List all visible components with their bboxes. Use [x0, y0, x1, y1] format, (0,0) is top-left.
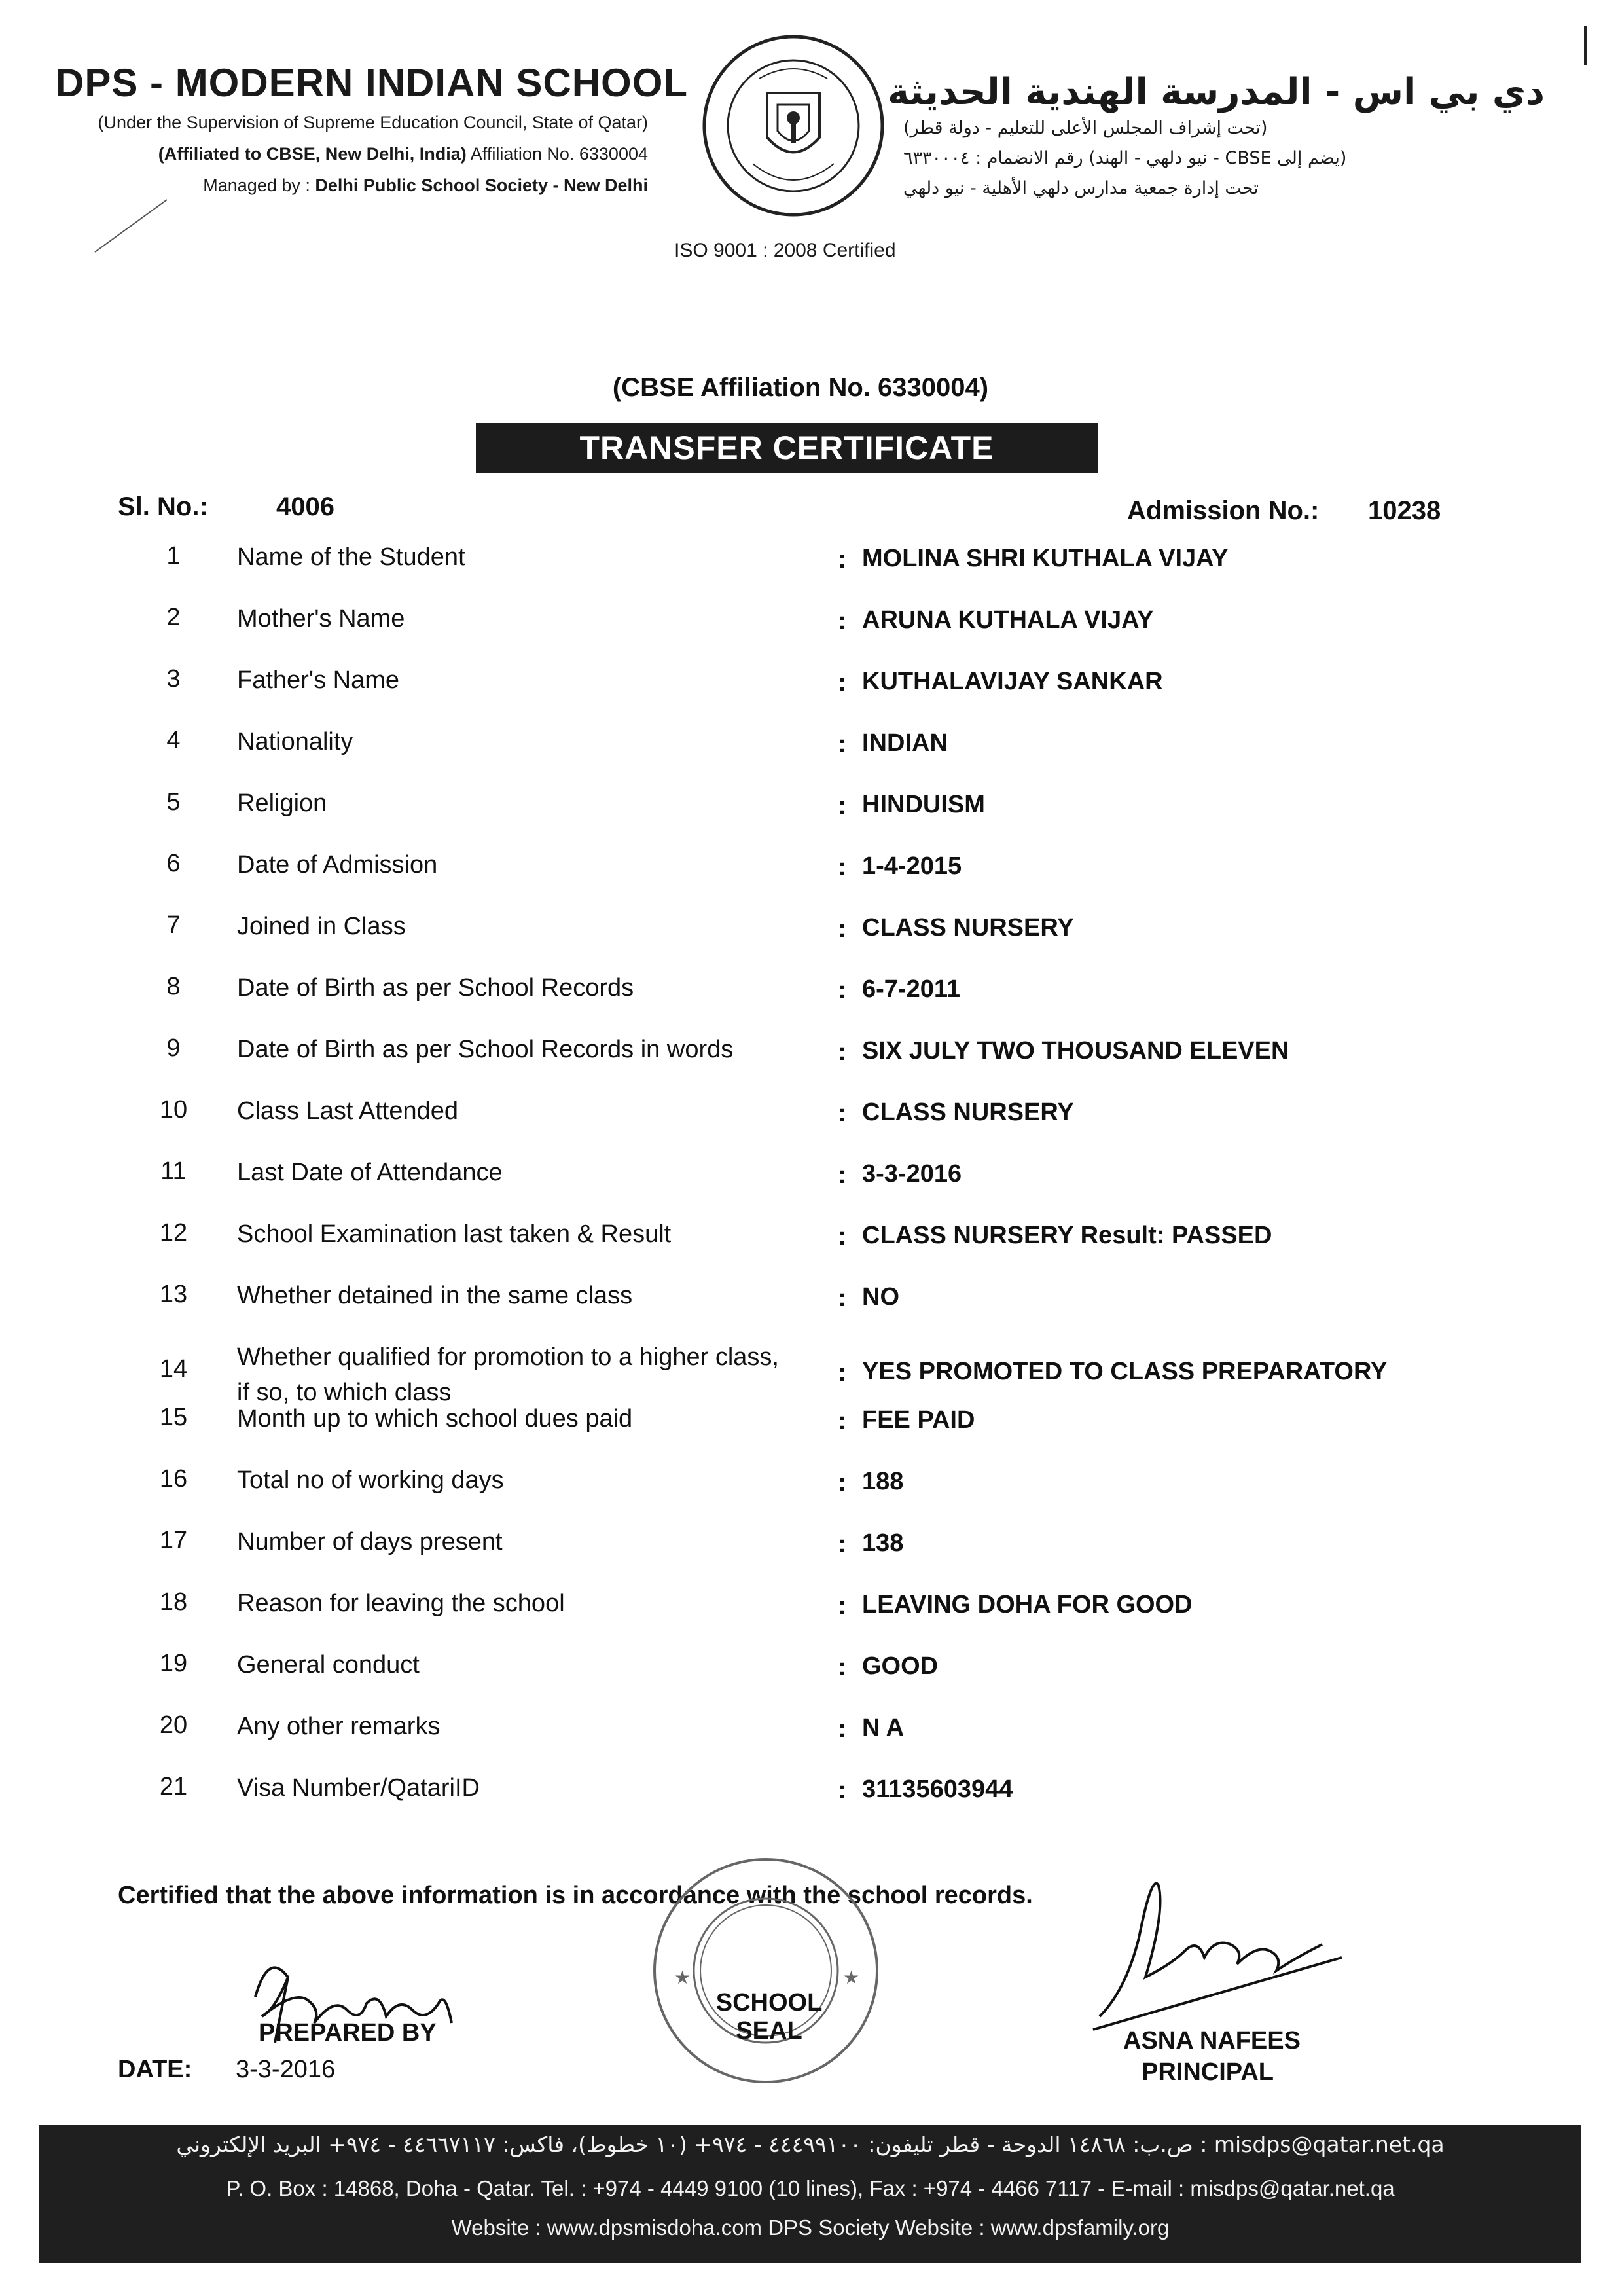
- row-value: N A: [862, 1714, 905, 1741]
- row-value: CLASS NURSERY: [862, 1099, 1074, 1126]
- row-colon: :: [838, 792, 846, 820]
- managed-by-label: Managed by :: [203, 175, 310, 195]
- row-number: 11: [160, 1157, 187, 1185]
- pen-stroke-mark: [92, 196, 170, 255]
- row-number: 15: [159, 1404, 188, 1431]
- row-number: 2: [166, 604, 181, 631]
- row-label: Mother's Name: [237, 605, 405, 632]
- row-number: 20: [159, 1711, 188, 1739]
- record-row: [0, 1527, 1601, 1586]
- serial-number-value: 4006: [276, 492, 334, 521]
- row-value: SIX JULY TWO THOUSAND ELEVEN: [862, 1037, 1289, 1065]
- row-number: 1: [166, 542, 181, 570]
- row-value: INDIAN: [862, 729, 948, 757]
- row-label: Date of Birth as per School Records in words: [237, 1036, 734, 1063]
- row-value: NO: [862, 1283, 899, 1311]
- row-value: 188: [862, 1468, 904, 1495]
- row-colon: :: [838, 915, 846, 943]
- footer-contact-bar: [39, 2125, 1581, 2263]
- affiliation-arabic: (يضم إلى CBSE - نيو دلهي - الهند) رقم الانضمام : ٦٣٣٠٠٠٤: [903, 148, 1347, 168]
- admission-number-label: Admission No.:: [1127, 496, 1320, 525]
- row-value: 3-3-2016: [862, 1160, 962, 1188]
- principal-title: PRINCIPAL: [1142, 2058, 1274, 2086]
- row-value: 1-4-2015: [862, 852, 962, 880]
- transfer-certificate-banner: [476, 423, 1098, 473]
- school-seal-label: SCHOOL SEAL: [715, 1989, 823, 2045]
- record-row: [0, 1157, 1601, 1216]
- affiliation-line: [46, 144, 648, 164]
- row-label: Class Last Attended: [237, 1097, 458, 1125]
- row-value: 31135603944: [862, 1776, 1013, 1803]
- row-label: Any other remarks: [237, 1713, 441, 1740]
- row-colon: :: [838, 854, 846, 881]
- record-row: [0, 1650, 1601, 1709]
- record-row: [0, 1465, 1601, 1524]
- certification-statement: Certified that the above information is in accordance with the school records.: [118, 1882, 1033, 1909]
- row-value: LEAVING DOHA FOR GOOD: [862, 1591, 1193, 1618]
- supervision-line: (Under the Supervision of Supreme Education Council, State of Qatar): [98, 113, 648, 132]
- row-label: Joined in Class: [237, 913, 406, 940]
- row-number: 21: [159, 1773, 188, 1800]
- edge-mark: [1584, 26, 1587, 65]
- row-value: CLASS NURSERY: [862, 914, 1074, 941]
- row-label: Nationality: [237, 728, 353, 756]
- principal-name: ASNA NAFEES: [1123, 2027, 1301, 2054]
- row-number: 5: [166, 788, 181, 816]
- row-colon: :: [838, 977, 846, 1004]
- principal-signature: [1073, 1859, 1348, 2043]
- date-label: DATE:: [118, 2056, 192, 2083]
- row-number: 17: [159, 1527, 188, 1554]
- row-label: Whether qualified for promotion to a higher class, if so, to which class: [237, 1343, 779, 1406]
- school-name-arabic: دي بي اس - المدرسة الهندية الحديثة: [888, 71, 1545, 113]
- supervision-arabic: (تحت إشراف المجلس الأعلى للتعليم - دولة قطر): [903, 118, 1268, 138]
- prepared-by-label: PREPARED BY: [259, 2019, 437, 2047]
- row-colon: :: [838, 1359, 846, 1387]
- date-value: 3-3-2016: [236, 2056, 336, 2083]
- record-row: [0, 1281, 1601, 1339]
- row-label: Name of the Student: [237, 543, 465, 571]
- record-row: [0, 1034, 1601, 1093]
- school-seal-stamp: [648, 1853, 884, 2088]
- row-colon: :: [838, 546, 846, 574]
- row-colon: :: [838, 1038, 846, 1066]
- record-row: [0, 542, 1601, 601]
- row-colon: :: [838, 1161, 846, 1189]
- certificate-title: TRANSFER CERTIFICATE: [579, 429, 994, 466]
- record-row: [0, 1588, 1601, 1647]
- row-number: 8: [166, 973, 181, 1000]
- affiliation-bold: (Affiliated to CBSE, New Delhi, India): [158, 144, 467, 164]
- row-number: 3: [166, 665, 181, 693]
- managed-by-line: [46, 175, 648, 196]
- row-number: 12: [159, 1219, 188, 1247]
- cbse-affiliation-title: (CBSE Affiliation No. 6330004): [612, 373, 989, 402]
- row-colon: :: [838, 1469, 846, 1497]
- school-name: DPS - MODERN INDIAN SCHOOL: [56, 61, 689, 105]
- row-number: 19: [159, 1650, 188, 1677]
- row-label: Religion: [237, 790, 327, 817]
- record-row: [0, 604, 1601, 663]
- record-row: [0, 727, 1601, 786]
- row-label: Last Date of Attendance: [237, 1159, 503, 1186]
- record-row: [0, 850, 1601, 909]
- footer-websites: Website : www.dpsmisdoha.com DPS Society Website : www.dpsfamily.org: [451, 2215, 1170, 2240]
- row-value: CLASS NURSERY Result: PASSED: [862, 1222, 1272, 1249]
- row-number: 7: [166, 911, 181, 939]
- row-label: Visa Number/QatariID: [237, 1774, 480, 1802]
- row-number: 14: [159, 1355, 188, 1383]
- row-value: 6-7-2011: [862, 975, 961, 1003]
- row-colon: :: [838, 1715, 846, 1743]
- svg-text:★: ★: [674, 1967, 691, 1988]
- iso-certification: ISO 9001 : 2008 Certified: [674, 240, 896, 261]
- row-colon: :: [838, 1223, 846, 1250]
- row-value: KUTHALAVIJAY SANKAR: [862, 668, 1163, 695]
- row-value: MOLINA SHRI KUTHALA VIJAY: [862, 545, 1229, 572]
- row-colon: :: [838, 1100, 846, 1127]
- row-label: Date of Birth as per School Records: [237, 974, 634, 1002]
- record-row: [0, 911, 1601, 970]
- row-colon: :: [838, 1531, 846, 1558]
- row-colon: :: [838, 608, 846, 635]
- record-row: [0, 973, 1601, 1032]
- row-label: Reason for leaving the school: [237, 1590, 565, 1617]
- record-row: [0, 1096, 1601, 1155]
- admission-number-value: 10238: [1368, 496, 1441, 525]
- row-number: 10: [159, 1096, 188, 1123]
- svg-text:★: ★: [843, 1967, 860, 1988]
- row-colon: :: [838, 1654, 846, 1681]
- row-value: GOOD: [862, 1652, 939, 1680]
- record-row: [0, 665, 1601, 724]
- row-label: School Examination last taken & Result: [237, 1220, 672, 1248]
- row-number: 6: [166, 850, 181, 877]
- row-value: YES PROMOTED TO CLASS PREPARATORY: [862, 1358, 1388, 1385]
- record-row: [0, 1711, 1601, 1770]
- row-value: FEE PAID: [862, 1406, 975, 1434]
- row-label: Father's Name: [237, 666, 400, 694]
- row-value: 138: [862, 1529, 904, 1557]
- row-label: Whether detained in the same class: [237, 1282, 633, 1309]
- affiliation-number: Affiliation No. 6330004: [470, 144, 648, 164]
- row-colon: :: [838, 1777, 846, 1804]
- row-label: Date of Admission: [237, 851, 438, 879]
- record-row: [0, 1404, 1601, 1463]
- row-number: 9: [166, 1034, 181, 1062]
- row-colon: :: [838, 1592, 846, 1620]
- row-label: General conduct: [237, 1651, 420, 1679]
- row-number: 18: [159, 1588, 188, 1616]
- serial-number-label: Sl. No.:: [118, 492, 208, 521]
- record-row: [0, 788, 1601, 847]
- row-colon: :: [838, 1408, 846, 1435]
- row-label: Month up to which school dues paid: [237, 1405, 633, 1432]
- row-label: Number of days present: [237, 1528, 503, 1556]
- row-colon: :: [838, 669, 846, 697]
- footer-arabic-contact: ص.ب: ١٤٨٦٨ الدوحة - قطر تليفون: ٤٤٤٩٩١٠٠ - ٩٧٤+ (١٠ خطوط)، فاكس: ٤٤٦٦٧١١٧ - ٩٧٤+ البريد الإلكتروني : misdps@qatar.net.qa: [176, 2132, 1445, 2157]
- row-number: 4: [166, 727, 181, 754]
- footer-address: P. O. Box : 14868, Doha - Qatar. Tel. : +974 - 4449 9100 (10 lines), Fax : +974 - 4466 7117 - E-mail : misdps@qatar.net.qa: [226, 2176, 1395, 2200]
- managed-by-arabic: تحت إدارة جمعية مدارس دلهي الأهلية - نيو دلهي: [903, 178, 1259, 198]
- row-number: 13: [159, 1281, 188, 1308]
- row-label: Total no of working days: [237, 1467, 504, 1494]
- row-value: ARUNA KUTHALA VIJAY: [862, 606, 1154, 634]
- managed-by-value: Delhi Public School Society - New Delhi: [315, 175, 648, 195]
- row-number: 16: [159, 1465, 188, 1493]
- row-colon: :: [838, 1285, 846, 1312]
- record-row: [0, 1773, 1601, 1832]
- record-row: [0, 1219, 1601, 1278]
- row-colon: :: [838, 731, 846, 758]
- school-crest-icon: [700, 33, 887, 219]
- row-value: HINDUISM: [862, 791, 985, 818]
